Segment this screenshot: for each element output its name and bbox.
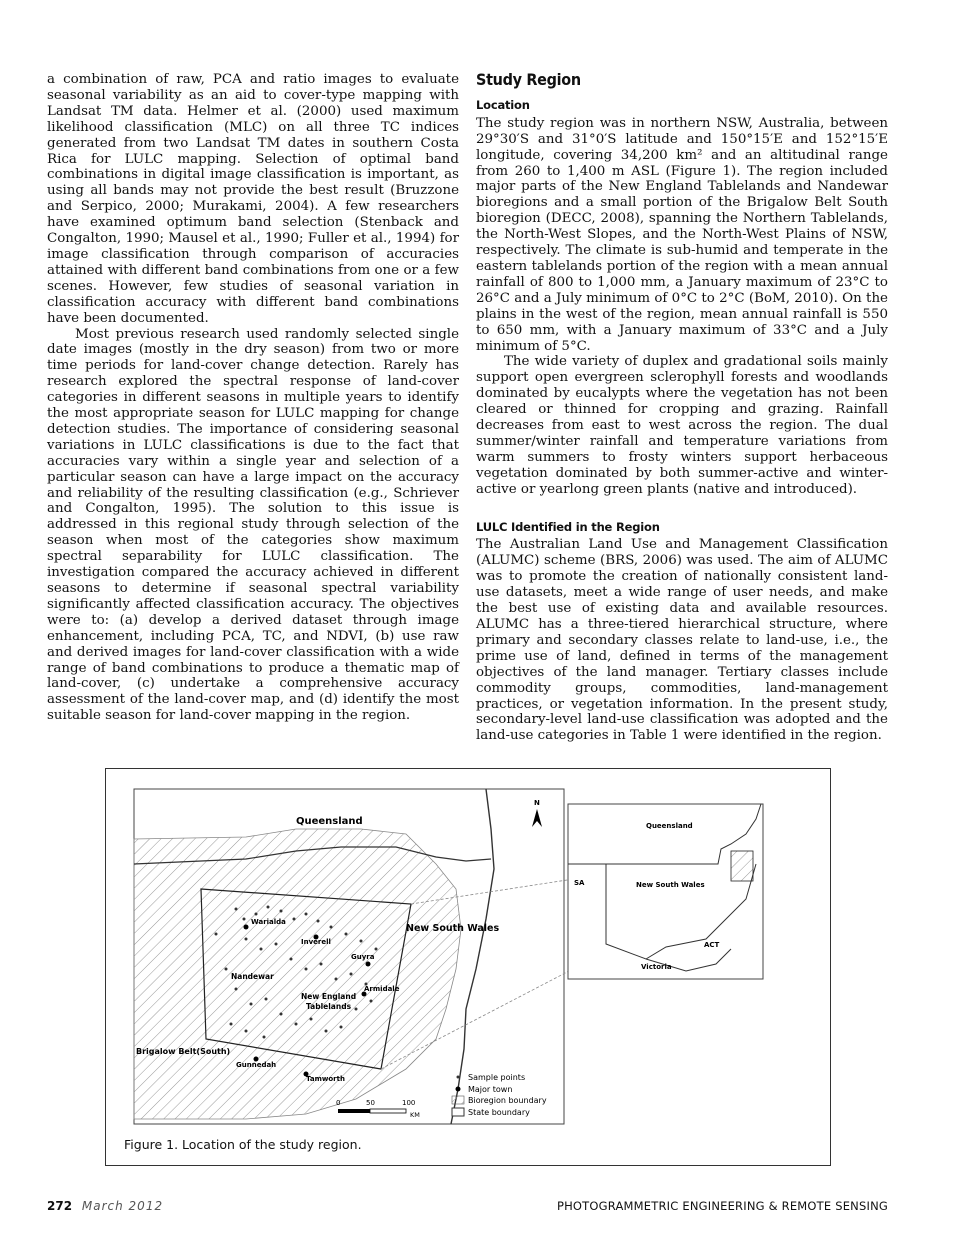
svg-text:Major town: Major town <box>468 1085 513 1094</box>
svg-text:100: 100 <box>402 1099 416 1107</box>
body-paragraph: The Australian Land Use and Management Classification (ALUMC) scheme (BRS, 2006) was used. The aim of ALUMC was to promote the creation of nationally consistent land-use datasets, meet a wide range of user needs, and make the best use of existing data and available resources. ALUMC has a three-tiered hierarchical structure, where primary and secondary classes relate to land-use, i.e., the prime use of land, defined in terms of the management objectives of the land manager. Tertiary classes include commodity groups, commodities, land-management practices, or vegetation information. In the present study, secondary-level land-use classification was adopted and the land-use categories in Table 1 were identified in the region. <box>476 537 888 744</box>
section-title: Study Region <box>476 70 581 89</box>
legend-sample-icon <box>457 1076 460 1079</box>
svg-text:0: 0 <box>336 1099 341 1107</box>
label-new-england: New England <box>301 992 357 1001</box>
label-nandewar: Nandewar <box>231 972 274 981</box>
subsection-heading: LULC Identified in the Region <box>476 519 660 534</box>
svg-text:50: 50 <box>366 1099 375 1107</box>
svg-text:KM: KM <box>410 1111 420 1119</box>
figure-caption: Figure 1. Location of the study region. <box>124 1137 362 1152</box>
inset-label-queensland: Queensland <box>646 822 693 830</box>
svg-text:Sample points: Sample points <box>468 1073 526 1082</box>
page-number: 272 <box>47 1199 73 1213</box>
label-tamworth: Tamworth <box>306 1075 345 1083</box>
legend-state-icon <box>452 1108 464 1116</box>
inset-label-act: ACT <box>704 941 720 949</box>
study-region-map <box>106 769 830 1165</box>
label-queensland: Queensland <box>296 816 363 827</box>
inset-label-victoria: Victoria <box>641 963 672 971</box>
inset-study-area <box>731 851 753 881</box>
left-column <box>47 72 459 724</box>
inset-label-sa: SA <box>574 879 585 887</box>
journal-name: PHOTOGRAMMETRIC ENGINEERING & REMOTE SENSING <box>556 1199 888 1213</box>
figure-1 <box>105 768 831 1166</box>
label-nsw: New South Wales <box>406 923 500 934</box>
label-warialda: Warialda <box>251 918 286 926</box>
body-paragraph: Most previous research used randomly selected single date images (mostly in the dry season) from two or more time periods for land-cover change detection. Rarely has research explored the spectral response of land-cover categories in different seasons in multiple years to identify the most appropriate season for LULC mapping for change detection studies. The importance of considering seasonal variations in LULC classifications is due to the fact that accuracies vary within a single year and selection of a particular season can have a large impact on the accuracy and reliability of the resulting classification (e.g., Schriever and Congalton, 1995). The solution to this issue is addressed in this regional study through selection of the season when most of the categories show maximum spectral separability for LULC classification. The investigation compared the accuracy achieved in different seasons to determine if seasonal spectral variability significantly affected classification accuracy. The objectives were to: (a) develop a derived dataset through image enhancement, including PCA, TC, and NDVI, (b) use raw and derived images for land-cover classification with a wide range of band combinations to produce a thematic map of land-cover, (c) undertake a comprehensive accuracy assessment of the land-cover map, and (d) identify the most suitable season for land-cover mapping in the region. <box>47 326 459 724</box>
svg-text:State boundary: State boundary <box>468 1108 530 1117</box>
label-tablelands: Tablelands <box>306 1002 352 1011</box>
label-guyra: Guyra <box>351 953 375 961</box>
inset-map-frame <box>568 804 763 979</box>
footer-left <box>47 1199 163 1213</box>
right-column <box>476 72 888 744</box>
subsection-heading: Location <box>476 97 530 112</box>
label-gunnedah: Gunnedah <box>236 1061 277 1069</box>
inset-label-nsw: New South Wales <box>636 881 705 889</box>
legend-bioregion-icon <box>452 1096 464 1104</box>
issue-date: March 2012 <box>81 1199 164 1213</box>
label-armidale: Armidale <box>364 985 400 993</box>
body-paragraph: The wide variety of duplex and gradational soils mainly support open evergreen sclerophyll forests and woodlands dominated by eucalypts where the vegetation has not been cleared or thinned for cropping and grazing. Rainfall decreases from east to west across the region. The dual summer/winter rainfall and temperature variations from warm summers to frosty winters support herbaceous vegetation dominated by both summer-active and winter-active or yearlong green plants (native and introduced). <box>476 354 888 497</box>
svg-text:N: N <box>534 799 540 807</box>
label-brigalow: Brigalow Belt(South) <box>136 1047 231 1056</box>
label-inverell: Inverell <box>301 938 331 946</box>
legend-town-icon <box>456 1087 461 1092</box>
body-paragraph: a combination of raw, PCA and ratio images to evaluate seasonal variability as an aid to cover-type mapping with Landsat TM data. Helmer et al. (2000) used maximum likelihood classification (MLC) on all three TC indices generated from two Landsat TM dates in southern Costa Rica for LULC mapping. Selection of optimal band combinations in digital image classification is important, as using all bands may not provide the best result (Bruzzone and Serpico, 2000; Murakami, 2004). A few researchers have examined optimum band selection (Stenback and Congalton, 1990; Mausel et al., 1990; Fuller et al., 1994) for image classification through comparison of accuracies attained with different band combinations from one or a few scenes. However, few studies of seasonal variation in classification accuracy with different band combinations have been documented. <box>47 72 459 326</box>
svg-text:Bioregion boundary: Bioregion boundary <box>468 1096 547 1105</box>
body-paragraph: The study region was in northern NSW, Australia, between 29°30′S and 31°0′S latitude and 150°15′E and 152°15′E longitude, covering 34,200 km² and an altitudinal range from 260 to 1,400 m ASL (Figure 1). The region included major parts of the New England Tablelands and Nandewar bioregions and a small portion of the Brigalow Belt South bioregion (DECC, 2008), spanning the Northern Tablelands, the North-West Slopes, and the North-West Plains of NSW, respectively. The climate is sub-humid and temperate in the eastern tablelands portion of the region with a mean annual rainfall of 800 to 1,000 mm, a January maximum of 23°C to 26°C and a July minimum of 0°C to 2°C (BoM, 2010). On the plains in the west of the region, mean annual rainfall is 550 to 650 mm, with a January maximum of 33°C and a July minimum of 5°C. <box>476 115 888 354</box>
